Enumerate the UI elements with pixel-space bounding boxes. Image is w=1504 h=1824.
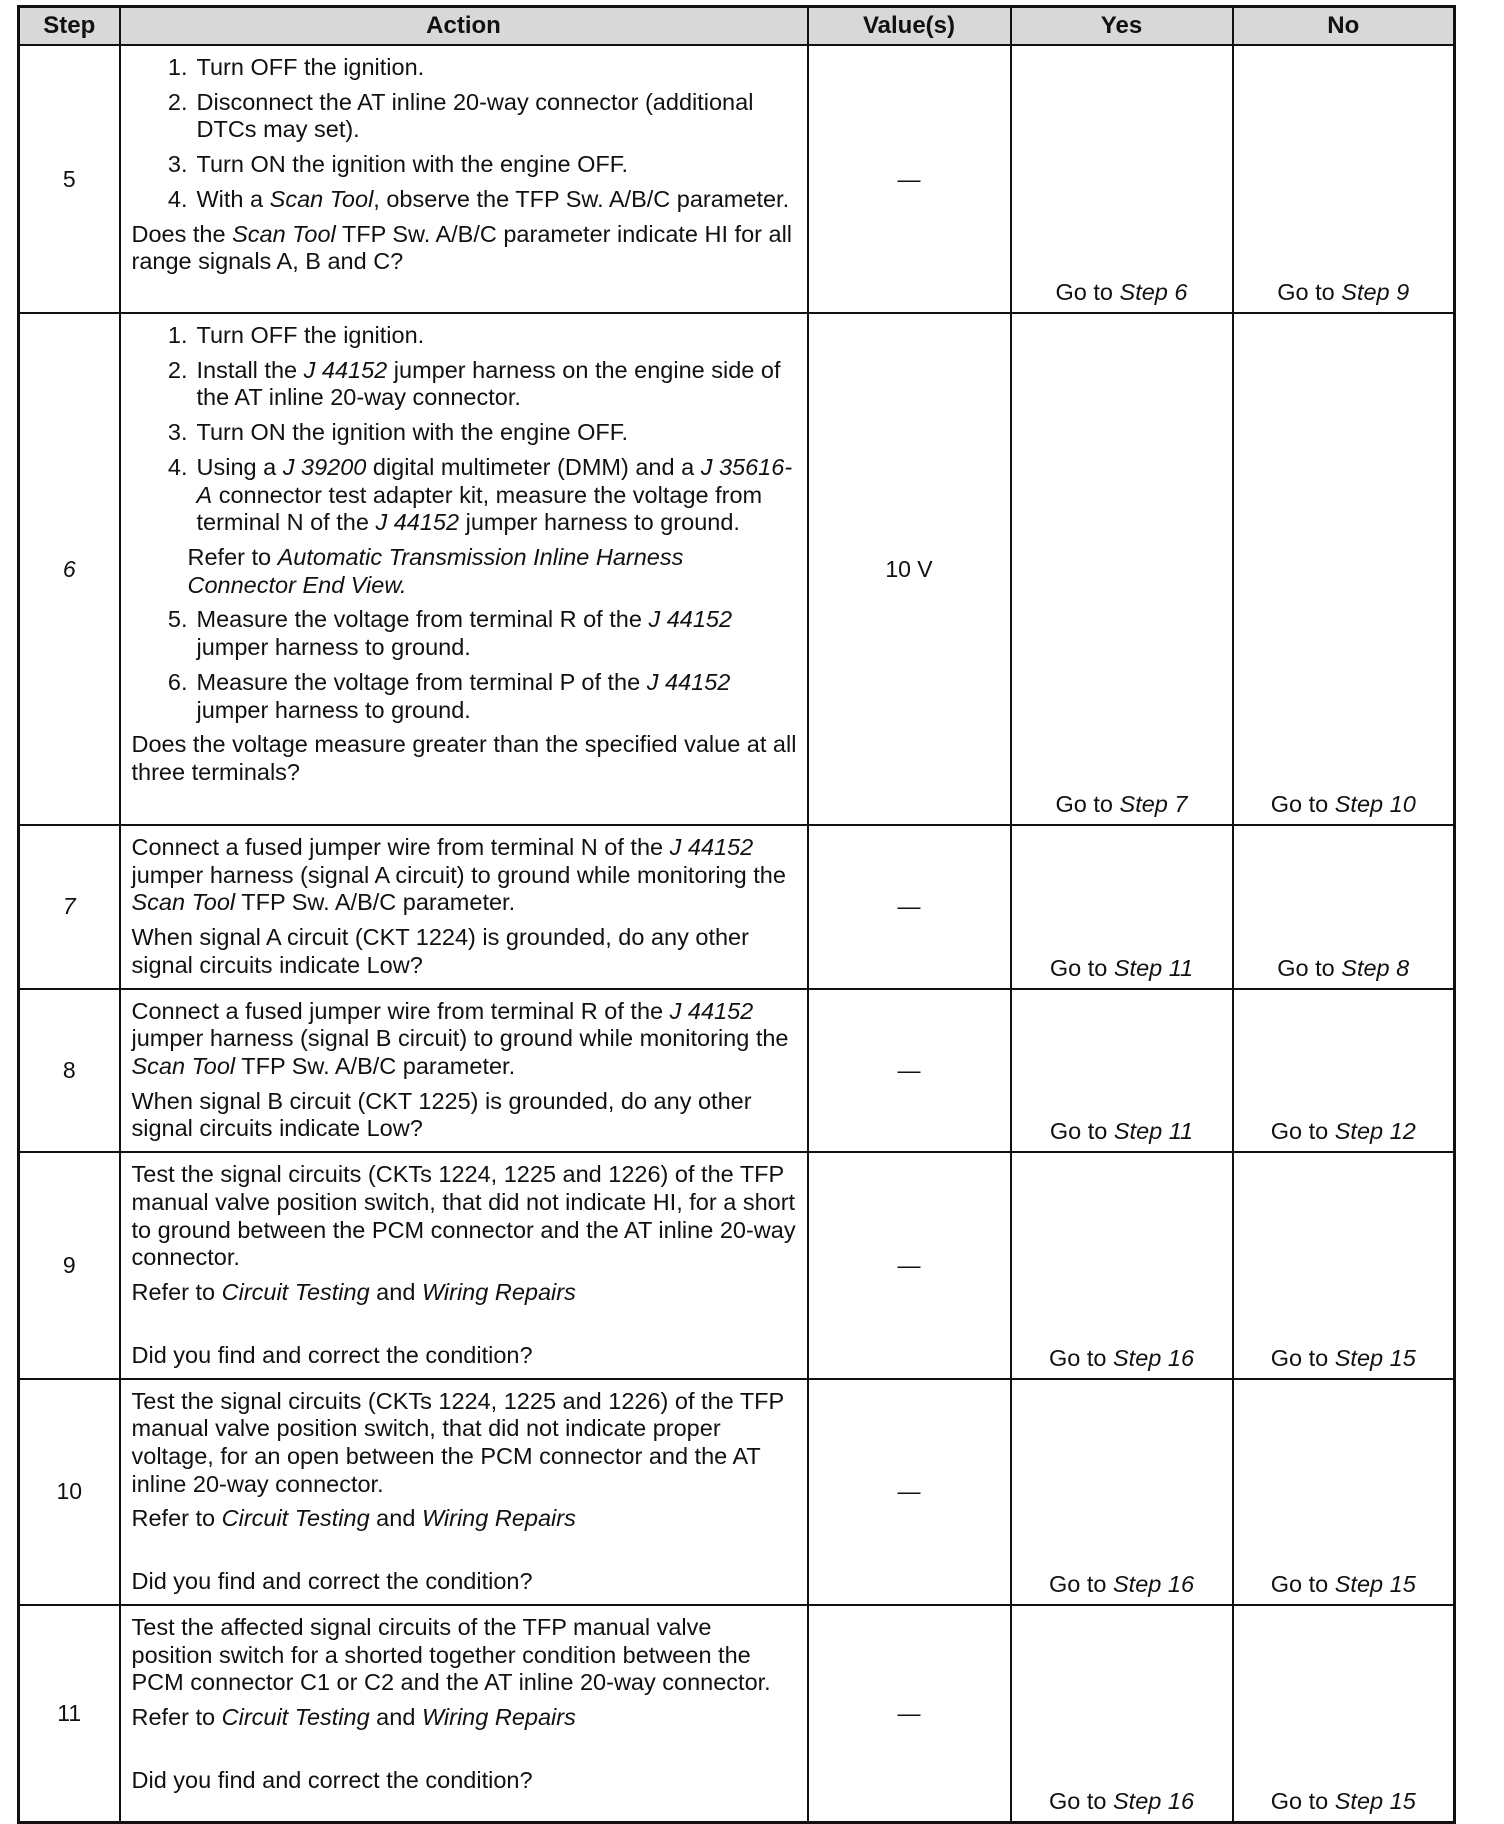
header-action: Action (120, 7, 808, 46)
header-yes: Yes (1011, 7, 1233, 46)
yes-cell: Go to Step 7 (1011, 313, 1233, 825)
no-cell: Go to Step 8 (1233, 825, 1455, 989)
spacer (132, 1739, 797, 1767)
table-row (19, 45, 1455, 313)
value-cell: — (808, 825, 1011, 989)
action-cell (120, 989, 808, 1153)
table-row (19, 1152, 1455, 1378)
yes-cell: Go to Step 11 (1011, 989, 1233, 1153)
action-text: Connect a fused jumper wire from terminal R of the J 44152 jumper harness (signal B circuit) to ground while monitoring the Scan Tool TFP Sw. A/B/C parameter. (131, 997, 789, 1080)
refer-note: Refer to Automatic Transmission Inline Harness Connector End View. (187, 544, 684, 598)
action-cell (120, 313, 808, 825)
action-question: Does the voltage measure greater than the specified value at all three terminals? (131, 731, 797, 786)
action-item: 1. Turn OFF the ignition. (167, 54, 425, 80)
action-cell (120, 1379, 808, 1605)
table-row (19, 1605, 1455, 1823)
step-number: 8 (19, 989, 120, 1153)
table-row (19, 825, 1455, 989)
action-item: 6. Measure the voltage from terminal P of the J 44152 jumper harness to ground. (167, 668, 731, 723)
yes-cell: Go to Step 6 (1011, 45, 1233, 313)
step-number: 10 (19, 1379, 120, 1605)
no-cell: Go to Step 15 (1233, 1379, 1455, 1605)
action-question: When signal A circuit (CKT 1224) is grounded, do any other signal circuits indicate Low? (131, 924, 749, 978)
no-cell: Go to Step 10 (1233, 313, 1455, 825)
action-cell (120, 1152, 808, 1378)
value-cell: — (808, 1605, 1011, 1823)
action-text: Test the affected signal circuits of the TFP manual valve position switch for a shorted together condition between the PCM connector C1 or C2 and the AT inline 20-way connector. (131, 1613, 771, 1696)
yes-cell: Go to Step 16 (1011, 1379, 1233, 1605)
action-question: Did you find and correct the condition? (131, 1568, 533, 1595)
step-number: 5 (19, 45, 120, 313)
value-cell: — (808, 989, 1011, 1153)
no-cell: Go to Step 9 (1233, 45, 1455, 313)
action-question: Did you find and correct the condition? (131, 1341, 533, 1368)
table-row (19, 313, 1455, 825)
value-cell: — (808, 1379, 1011, 1605)
action-item: 4. Using a J 39200 digital multimeter (DMM) and a J 35616-A connector test adapter kit, measure the voltage from terminal N of the J 44152 jumper harness to ground. (167, 453, 793, 536)
header-no: No (1233, 7, 1455, 46)
action-item: 1. Turn OFF the ignition. (167, 322, 425, 348)
diagnostic-table (17, 5, 1456, 1824)
table-row (19, 1379, 1455, 1605)
no-cell: Go to Step 12 (1233, 989, 1455, 1153)
header-step: Step (19, 7, 120, 46)
refer-note: Refer to Circuit Testing and Wiring Repairs (131, 1279, 576, 1306)
value-cell: — (808, 45, 1011, 313)
action-item: 2. Install the J 44152 jumper harness on the engine side of the AT inline 20-way connector. (167, 356, 781, 411)
header-row (19, 7, 1455, 46)
action-cell (120, 825, 808, 989)
yes-cell: Go to Step 16 (1011, 1605, 1233, 1823)
action-item: 4. With a Scan Tool, observe the TFP Sw. A/B/C parameter. (167, 185, 790, 212)
no-cell: Go to Step 15 (1233, 1605, 1455, 1823)
spacer (132, 1540, 797, 1568)
value-cell: 10 V (808, 313, 1011, 825)
action-item: 5. Measure the voltage from terminal R of the J 44152 jumper harness to ground. (167, 606, 733, 661)
table-row (19, 989, 1455, 1153)
refer-note: Refer to Circuit Testing and Wiring Repairs (131, 1505, 576, 1532)
action-cell (120, 1605, 808, 1823)
action-text: Test the signal circuits (CKTs 1224, 1225 and 1226) of the TFP manual valve position switch, that did not indicate HI, for a short to ground between the PCM connector and the AT inline 20-way connector. (131, 1161, 796, 1271)
action-item: 3. Turn ON the ignition with the engine OFF. (167, 419, 628, 446)
refer-note: Refer to Circuit Testing and Wiring Repairs (131, 1703, 576, 1730)
value-cell: — (808, 1152, 1011, 1378)
yes-cell: Go to Step 16 (1011, 1152, 1233, 1378)
step-number: 7 (19, 825, 120, 989)
action-item: 2. Disconnect the AT inline 20-way connector (additional DTCs may set). (167, 88, 754, 143)
action-cell (120, 45, 808, 313)
action-question: When signal B circuit (CKT 1225) is grounded, do any other signal circuits indicate Low? (131, 1087, 752, 1142)
action-question: Did you find and correct the condition? (131, 1766, 533, 1793)
step-number: 11 (19, 1605, 120, 1823)
action-item: 3. Turn ON the ignition with the engine OFF. (167, 151, 628, 178)
yes-cell: Go to Step 11 (1011, 825, 1233, 989)
no-cell: Go to Step 15 (1233, 1152, 1455, 1378)
action-text: Test the signal circuits (CKTs 1224, 1225 and 1226) of the TFP manual valve position switch, that did not indicate proper voltage, for an open between the PCM connector and the AT inline 20-way connector. (131, 1387, 784, 1497)
action-question: Does the Scan Tool TFP Sw. A/B/C parameter indicate HI for all range signals A, B and C? (131, 220, 793, 275)
action-text: Connect a fused jumper wire from terminal N of the J 44152 jumper harness (signal A circuit) to ground while monitoring the Scan Tool TFP Sw. A/B/C parameter. (131, 834, 786, 916)
step-number: 6 (19, 313, 120, 825)
step-number: 9 (19, 1152, 120, 1378)
spacer (132, 1314, 797, 1342)
header-values: Value(s) (808, 7, 1011, 46)
